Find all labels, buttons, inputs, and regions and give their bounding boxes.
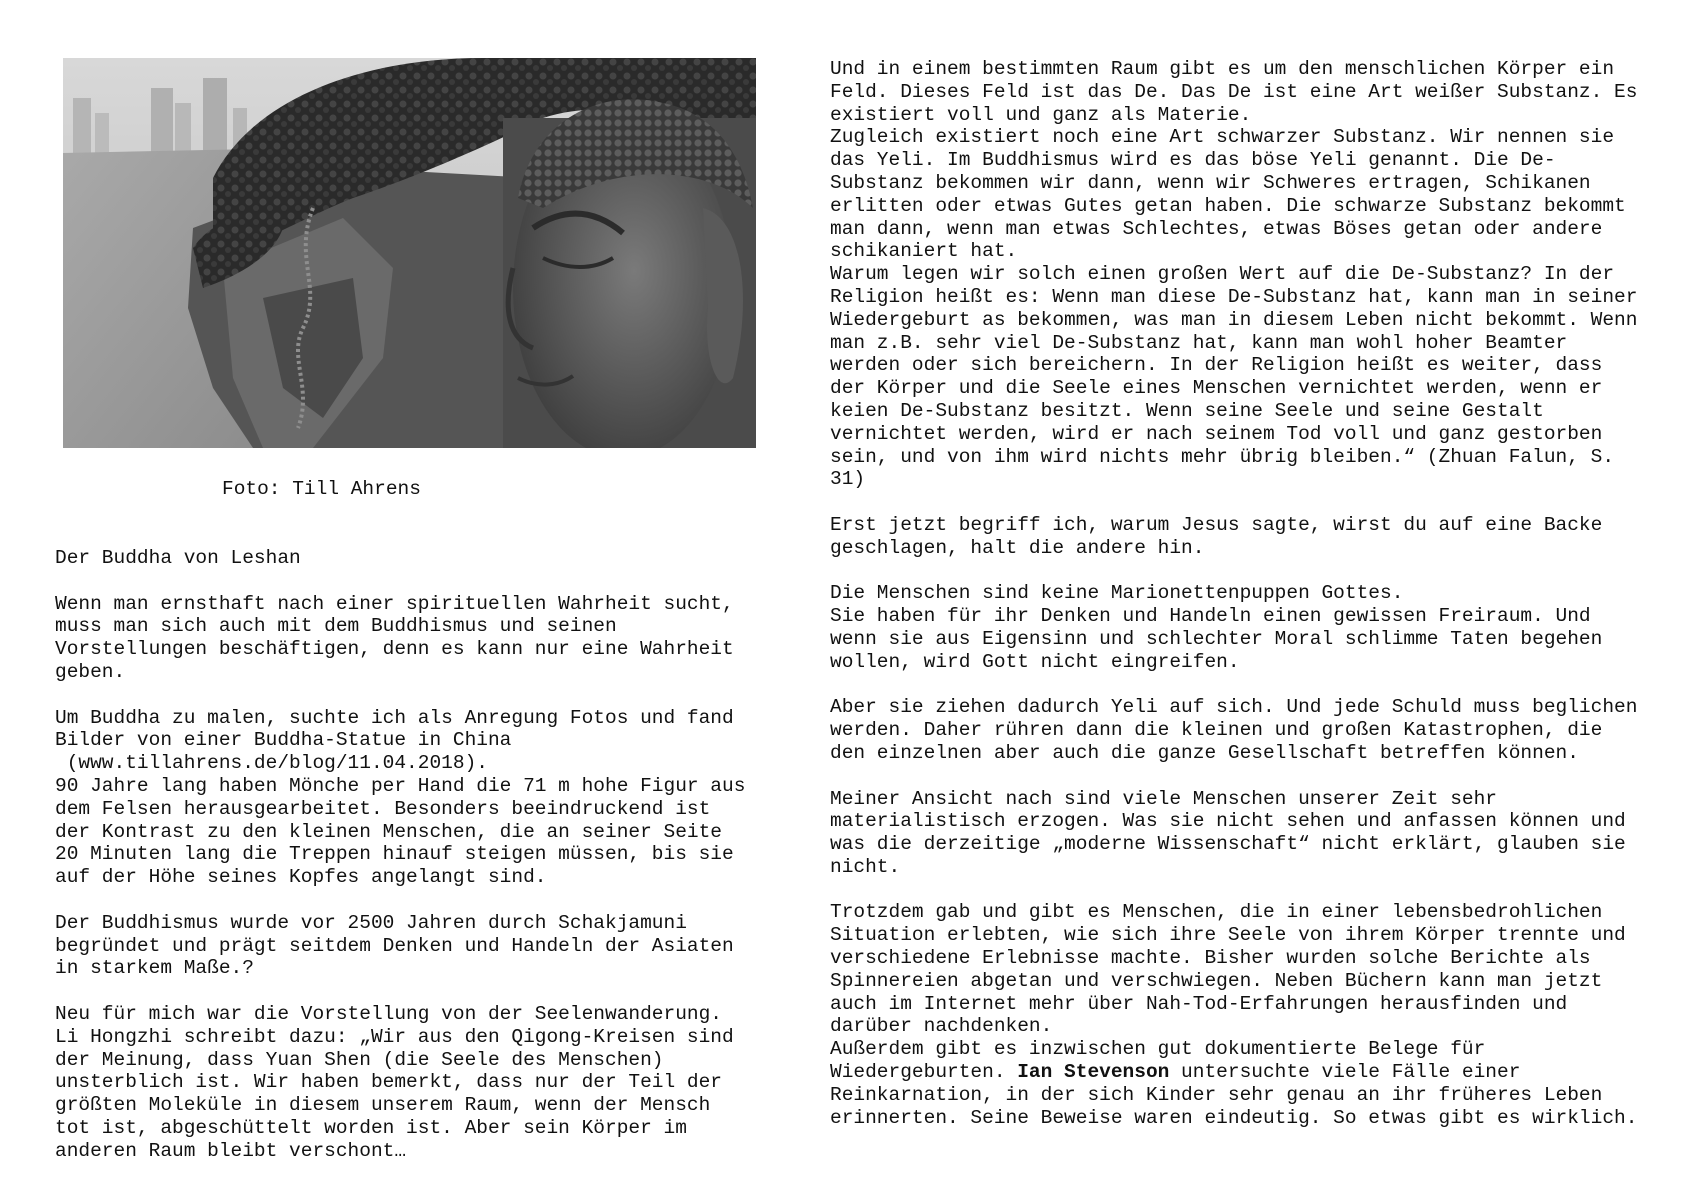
text-line: existiert voll und ganz als Materie. xyxy=(830,103,1252,126)
text-line: der Kontrast zu den kleinen Menschen, die an seiner Seite xyxy=(55,820,723,843)
text-line: muss man sich auch mit dem Buddhismus und seinen xyxy=(55,615,617,638)
left-paragraph-1 xyxy=(55,593,775,684)
text-line: Spinnereien abgetan und verschwiegen. Neben Büchern kann man jetzt xyxy=(830,969,1603,992)
text-line: Neu für mich war die Vorstellung von der Seelenwanderung. xyxy=(55,1002,723,1025)
text-line: auch im Internet mehr über Nah-Tod-Erfahrungen herausfinden und xyxy=(830,992,1568,1015)
text-line: Vorstellungen beschäftigen, denn es kann nur eine Wahrheit xyxy=(55,638,734,661)
text-line: Bilder von einer Buddha-Statue in China xyxy=(55,729,512,752)
text-line: man dann, wenn man etwas Schlechtes, etwas Böses getan oder andere xyxy=(830,217,1603,240)
text-line: materialistisch erzogen. Was sie nicht sehen und anfassen können und xyxy=(830,810,1626,833)
article-title: Der Buddha von Leshan xyxy=(55,547,301,569)
text-line: auf der Höhe seines Kopfes angelangt sind. xyxy=(55,866,547,889)
left-paragraph-4 xyxy=(55,1003,775,1163)
text-line: der Körper und die Seele eines Menschen vernichtet werden, wenn er xyxy=(830,377,1603,400)
text-line: Zugleich existiert noch eine Art schwarzer Substanz. Wir nennen sie xyxy=(830,126,1615,149)
right-paragraph-4 xyxy=(830,696,1680,764)
text-line: wollen, wird Gott nicht eingreifen. xyxy=(830,650,1240,673)
text-line: geschlagen, halt die andere hin. xyxy=(830,536,1205,559)
text-line: geben. xyxy=(55,660,126,683)
text-line: werden. Daher rühren dann die kleinen und großen Katastrophen, die xyxy=(830,719,1603,742)
text-line: Situation erlebten, wie sich ihre Seele von ihrem Körper trennte und xyxy=(830,924,1626,947)
text-line: anderen Raum bleibt verschont… xyxy=(55,1139,407,1162)
text-line: sein, und von ihm wird nichts mehr übrig bleiben.“ (Zhuan Falun, S. xyxy=(830,445,1615,468)
text-line: Aber sie ziehen dadurch Yeli auf sich. Und jede Schuld muss beglichen xyxy=(830,696,1638,719)
right-paragraph-3 xyxy=(830,582,1680,673)
text-line: erlitten oder etwas Gutes getan haben. Die schwarze Substanz bekommt xyxy=(830,194,1626,217)
text-line: Außerdem gibt es inzwischen gut dokumentierte Belege für xyxy=(830,1038,1486,1061)
text-line: werden oder sich bereichern. In der Religion heißt es weiter, dass xyxy=(830,354,1603,377)
photo-caption: Foto: Till Ahrens xyxy=(222,478,421,500)
buddha-photo xyxy=(63,58,756,448)
text-line: nicht. xyxy=(830,855,901,878)
text-line: 90 Jahre lang haben Mönche per Hand die 71 m hohe Figur aus xyxy=(55,774,746,797)
text-line: Feld. Dieses Feld ist das De. Das De ist eine Art weißer Substanz. Es xyxy=(830,80,1638,103)
text-line: erinnerten. Seine Beweise waren eindeutig. So etwas gibt es wirklich. xyxy=(830,1106,1638,1129)
text-line: in starkem Maße.? xyxy=(55,957,254,980)
text-line: 20 Minuten lang die Treppen hinauf steigen müssen, bis sie xyxy=(55,843,734,866)
text-line: Li Hongzhi schreibt dazu: „Wir aus den Qigong-Kreisen sind xyxy=(55,1025,734,1048)
text-line: was die derzeitige „moderne Wissenschaft“ nicht erklärt, glauben sie xyxy=(830,833,1626,856)
text-line: tot ist, abgeschüttelt worden ist. Aber sein Körper im xyxy=(55,1116,687,1139)
text-line: Warum legen wir solch einen großen Wert auf die De-Substanz? In der xyxy=(830,263,1615,286)
text-span: untersuchte viele Fälle einer xyxy=(1169,1061,1521,1084)
text-line: das Yeli. Im Buddhismus wird es das böse Yeli genannt. Die De- xyxy=(830,149,1556,172)
text-line: vernichtet werden, wird er nach seinem Tod voll und ganz gestorben xyxy=(830,422,1603,445)
text-span: Wiedergeburten. xyxy=(830,1061,1018,1084)
left-paragraph-2 xyxy=(55,707,775,889)
right-paragraph-6 xyxy=(830,901,1680,1129)
text-line: Wiedergeburt as bekommen, was man in diesem Leben nicht bekommt. Wenn xyxy=(830,308,1638,331)
text-line: Sie haben für ihr Denken und Handeln einen gewissen Freiraum. Und xyxy=(830,605,1591,628)
text-line: Reinkarnation, in der sich Kinder sehr genau an ihr früheres Leben xyxy=(830,1083,1603,1106)
text-line: größten Moleküle in diesem unserem Raum, wenn der Mensch xyxy=(55,1094,711,1117)
text-line: Religion heißt es: Wenn man diese De-Substanz hat, kann man in seiner xyxy=(830,285,1638,308)
text-line: verschiedene Erlebnisse machte. Bisher wurden solche Berichte als xyxy=(830,947,1591,970)
text-line-with-bold xyxy=(830,1061,1680,1084)
text-line: Der Buddhismus wurde vor 2500 Jahren durch Schakjamuni xyxy=(55,911,687,934)
right-paragraph-5 xyxy=(830,788,1680,879)
text-line: wenn sie aus Eigensinn und schlechter Moral schlimme Taten begehen xyxy=(830,627,1603,650)
text-line: Die Menschen sind keine Marionettenpuppen Gottes. xyxy=(830,582,1404,605)
author-name-bold: Ian Stevenson xyxy=(1017,1061,1170,1084)
text-line: Wenn man ernsthaft nach einer spirituellen Wahrheit sucht, xyxy=(55,592,734,615)
text-line: 31) xyxy=(830,468,866,491)
text-line: begründet und prägt seitdem Denken und Handeln der Asiaten xyxy=(55,934,734,957)
text-line: dem Felsen herausgearbeitet. Besonders beeindruckend ist xyxy=(55,797,711,820)
text-line: schikaniert hat. xyxy=(830,240,1018,263)
right-paragraph-2 xyxy=(830,514,1680,560)
text-line: der Meinung, dass Yuan Shen (die Seele des Menschen) xyxy=(55,1048,664,1071)
text-line: Erst jetzt begriff ich, warum Jesus sagte, wirst du auf eine Backe xyxy=(830,513,1603,536)
text-line: Substanz bekommen wir dann, wenn wir Schweres ertragen, Schikanen xyxy=(830,171,1591,194)
text-line: (www.tillahrens.de/blog/11.04.2018). xyxy=(55,752,488,775)
right-column xyxy=(830,58,1680,1129)
right-paragraph-1 xyxy=(830,58,1680,491)
text-line: den einzelnen aber auch die ganze Gesellschaft betreffen können. xyxy=(830,741,1579,764)
left-column xyxy=(55,58,775,1163)
text-line: Meiner Ansicht nach sind viele Menschen unserer Zeit sehr xyxy=(830,787,1498,810)
text-line: Trotzdem gab und gibt es Menschen, die in einer lebensbedrohlichen xyxy=(830,901,1603,924)
text-line: man z.B. sehr viel De-Substanz hat, kann man wohl hoher Beamter xyxy=(830,331,1568,354)
text-line: Um Buddha zu malen, suchte ich als Anregung Fotos und fand xyxy=(55,706,734,729)
left-paragraph-3 xyxy=(55,912,775,980)
text-line: darüber nachdenken. xyxy=(830,1015,1053,1038)
text-line: Und in einem bestimmten Raum gibt es um den menschlichen Körper ein xyxy=(830,58,1615,80)
text-line: keien De-Substanz besitzt. Wenn seine Seele und seine Gestalt xyxy=(830,399,1544,422)
text-line: unsterblich ist. Wir haben bemerkt, dass nur der Teil der xyxy=(55,1071,723,1094)
